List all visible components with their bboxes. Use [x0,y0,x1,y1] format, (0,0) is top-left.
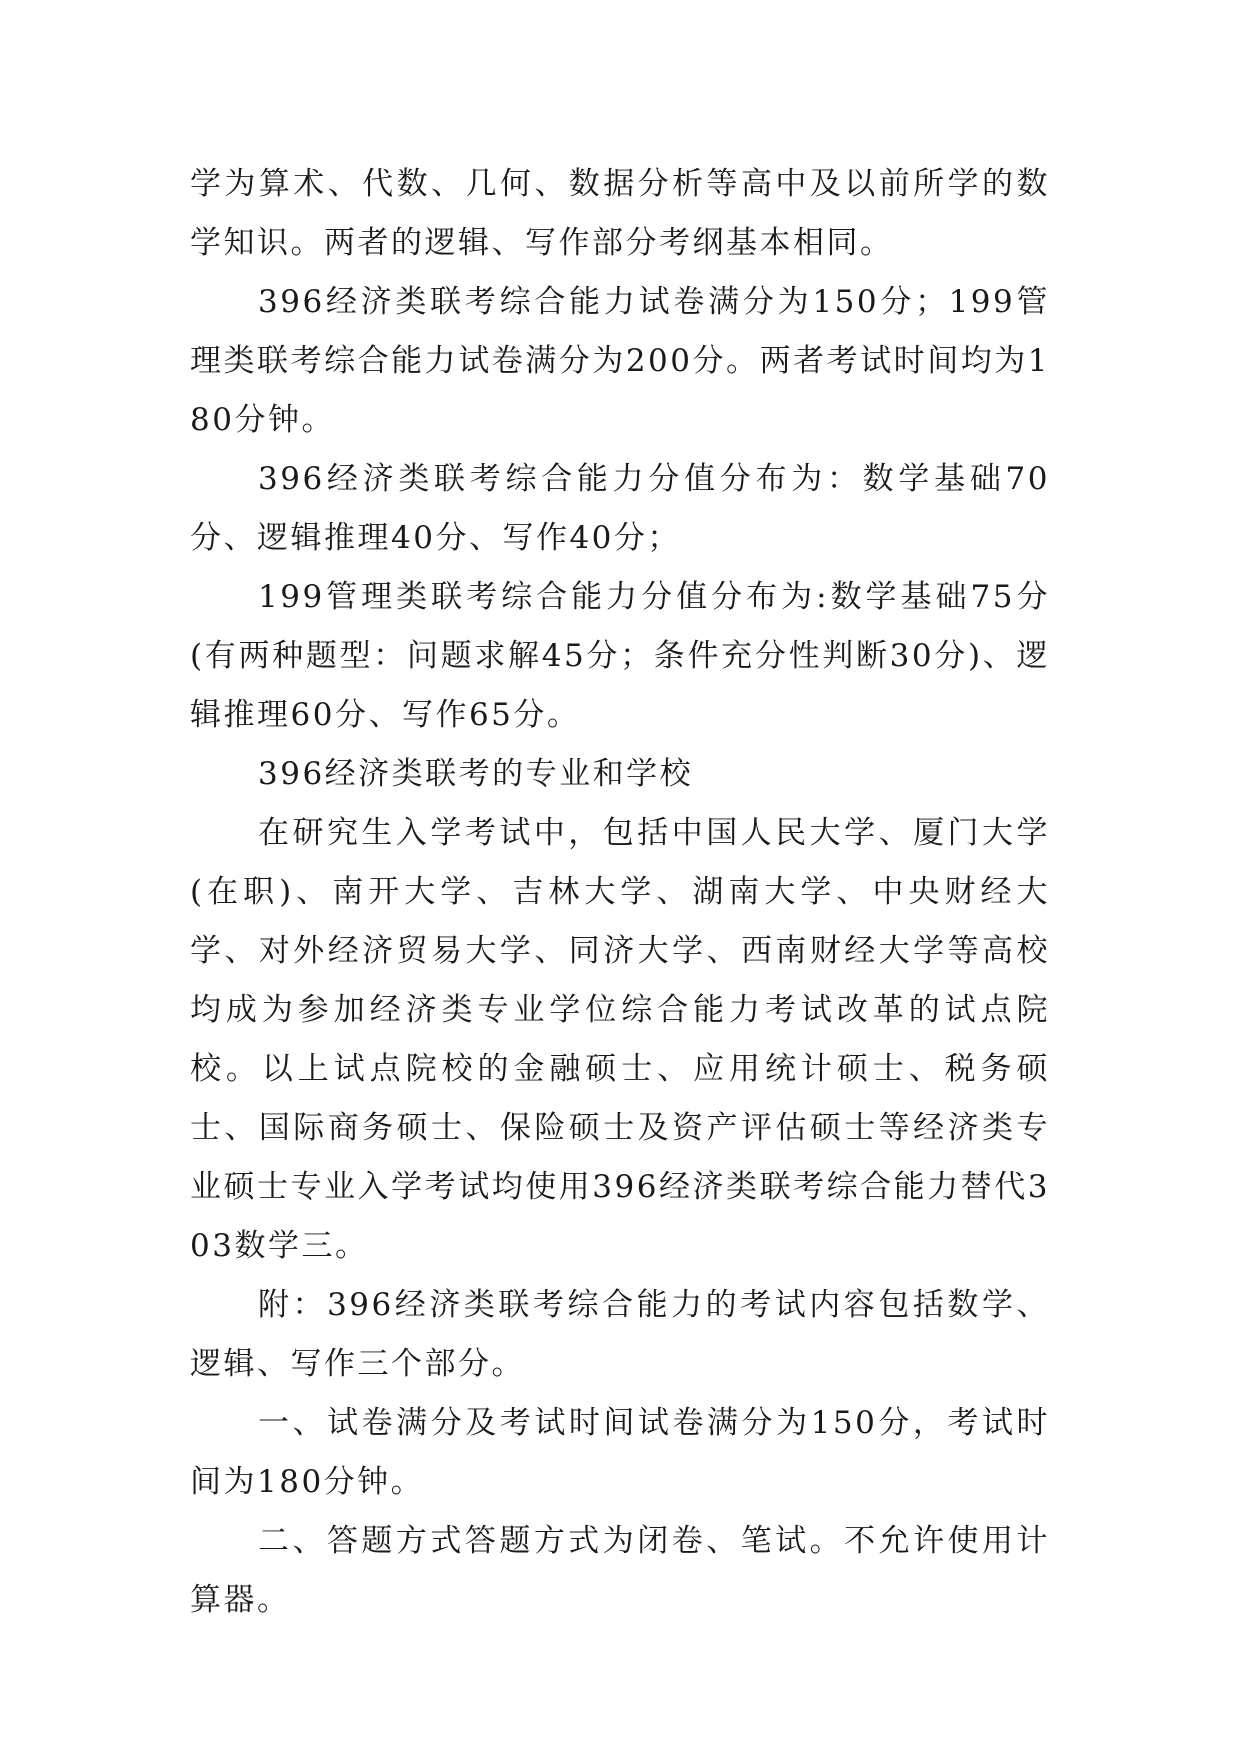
paragraph-appendix: 附：396经济类联考综合能力的考试内容包括数学、逻辑、写作三个部分。 [190,1287,1050,1382]
paragraph-199-distribution: 199管理类联考综合能力分值分布为:数学基础75分(有两种题型：问题求解45分；条件充分性判断30分)、逻辑推理60分、写作65分。 [190,579,1050,733]
document-body [190,155,1050,1630]
paragraph-answer-method: 二、答题方式答题方式为闭卷、笔试。不允许使用计算器。 [190,1523,1050,1618]
paragraph-396-distribution: 396经济类联考综合能力分值分布为：数学基础70分、逻辑推理40分、写作40分； [190,461,1050,556]
section-heading-majors-schools: 396经济类联考的专业和学校 [258,756,694,792]
paragraph-pilot-schools: 在研究生入学考试中，包括中国人民大学、厦门大学(在职)、南开大学、吉林大学、湖南大学、中央财经大学、对外经济贸易大学、同济大学、西南财经大学等高校均成为参加经济类专业学位综合能力考试改革的试点院校。以上试点院校的金融硕士、应用统计硕士、税务硕士、国际商务硕士、保险硕士及资产评估硕士等经济类专业硕士专业入学考试均使用396经济类联考综合能力替代303数学三。 [190,815,1050,1264]
paragraph-continuation: 学为算术、代数、几何、数据分析等高中及以前所学的数学知识。两者的逻辑、写作部分考纲基本相同。 [190,166,1050,261]
paragraph-score-and-time: 一、试卷满分及考试时间试卷满分为150分，考试时间为180分钟。 [190,1405,1050,1500]
paragraph-full-score: 396经济类联考综合能力试卷满分为150分；199管理类联考综合能力试卷满分为200分。两者考试时间均为180分钟。 [190,284,1050,438]
